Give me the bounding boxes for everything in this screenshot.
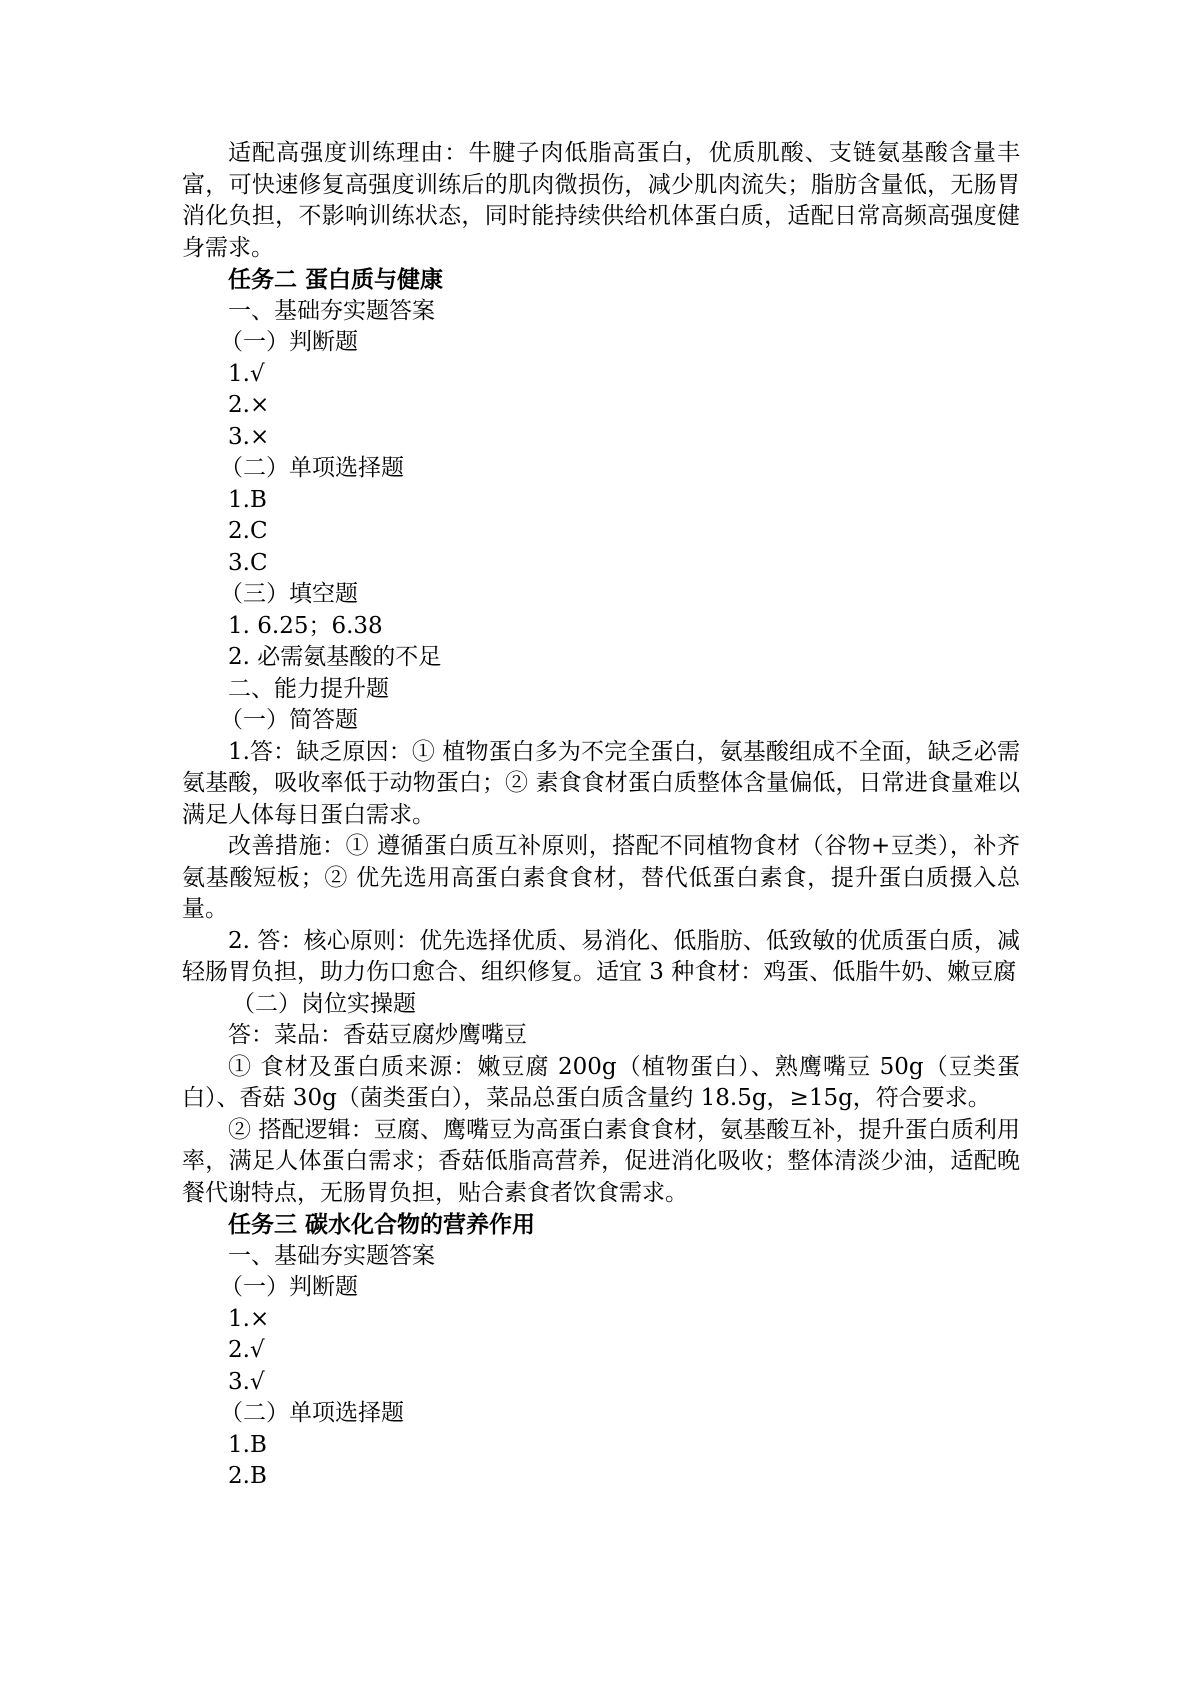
task3-title: 任务三 碳水化合物的营养作用 bbox=[228, 1211, 536, 1238]
task2-short2: 2. 答：核心原则：优先选择优质、易消化、低脂肪、低致敏的优质蛋白质，减轻肠胃负担，助力伤口愈合、组织修复。适宜 3 种食材：鸡蛋、低脂牛奶、嫩豆腐 bbox=[182, 927, 1020, 985]
task2-section1-heading: 一、基础夯实题答案 bbox=[228, 297, 435, 324]
task3-mc-header: （二）单项选择题 bbox=[220, 1400, 404, 1426]
task3-mc-answer: 2.B bbox=[228, 1463, 267, 1489]
task2-mc-answer: 2.C bbox=[228, 518, 268, 544]
task2-tf-answer: 3.× bbox=[228, 423, 270, 450]
document-page bbox=[182, 138, 1020, 1493]
task2-tf-answer: 1.√ bbox=[228, 360, 265, 387]
task2-short-header: （一）简答题 bbox=[220, 707, 358, 733]
task2-mc-answer: 1.B bbox=[228, 486, 267, 513]
task2-practice-answer: 答：菜品：香菇豆腐炒鹰嘴豆 bbox=[228, 1022, 527, 1048]
task3-mc-answer: 1.B bbox=[228, 1431, 267, 1458]
task2-mc-header: （二）单项选择题 bbox=[220, 455, 404, 481]
task2-mc-answer: 3.C bbox=[228, 549, 268, 576]
task2-tf-answer: 2.× bbox=[228, 392, 270, 418]
task3-section1-heading: 一、基础夯实题答案 bbox=[228, 1242, 435, 1269]
task3-tf-answer: 2.√ bbox=[228, 1337, 265, 1363]
task2-tf-header: （一）判断题 bbox=[220, 329, 358, 355]
task2-title: 任务二 蛋白质与健康 bbox=[228, 266, 444, 293]
task2-practice-logic: ② 搭配逻辑：豆腐、鹰嘴豆为高蛋白素食食材，氨基酸互补，提升蛋白质利用率，满足人体蛋白需求；香菇低脂高营养，促进消化吸收；整体清淡少油，适配晚餐代谢特点，无肠胃负担，贴合素食者饮食需求。 bbox=[182, 1116, 1020, 1206]
task3-tf-answer: 3.√ bbox=[228, 1368, 265, 1395]
intro-paragraph: 适配高强度训练理由：牛腱子肉低脂高蛋白，优质肌酸、支链氨基酸含量丰富，可快速修复高强度训练后的肌肉微损伤，减少肌肉流失；脂肪含量低，无肠胃消化负担，不影响训练状态，同时能持续供给机体蛋白质，适配日常高频高强度健身需求。 bbox=[182, 140, 1020, 261]
task2-fill-header: （三）填空题 bbox=[220, 581, 358, 607]
task2-short1-measure: 改善措施：① 遵循蛋白质互补原则，搭配不同植物食材（谷物+豆类），补齐氨基酸短板；② 优先选用高蛋白素食食材，替代低蛋白素食，提升蛋白质摄入总量。 bbox=[182, 833, 1020, 922]
task2-fill-answer: 2. 必需氨基酸的不足 bbox=[228, 644, 442, 670]
task2-short1-cause: 1.答：缺乏原因：① 植物蛋白多为不完全蛋白，氨基酸组成不全面，缺乏必需氨基酸，吸收率低于动物蛋白；② 素食食材蛋白质整体含量偏低，日常进食量难以满足人体每日蛋白需求。 bbox=[182, 738, 1020, 828]
task2-practice-ingredients: ① 食材及蛋白质来源：嫩豆腐 200g（植物蛋白）、熟鹰嘴豆 50g（豆类蛋白）、香菇 30g（菌类蛋白），菜品总蛋白质含量约 18.5g，≥15g，符合要求。 bbox=[182, 1053, 1020, 1111]
task3-tf-answer: 1.× bbox=[228, 1305, 270, 1332]
task2-section2-heading: 二、能力提升题 bbox=[228, 675, 389, 702]
task3-tf-header: （一）判断题 bbox=[220, 1274, 358, 1300]
task2-fill-answer: 1. 6.25；6.38 bbox=[228, 612, 383, 639]
task2-practice-header: （二）岗位实操题 bbox=[232, 990, 416, 1017]
